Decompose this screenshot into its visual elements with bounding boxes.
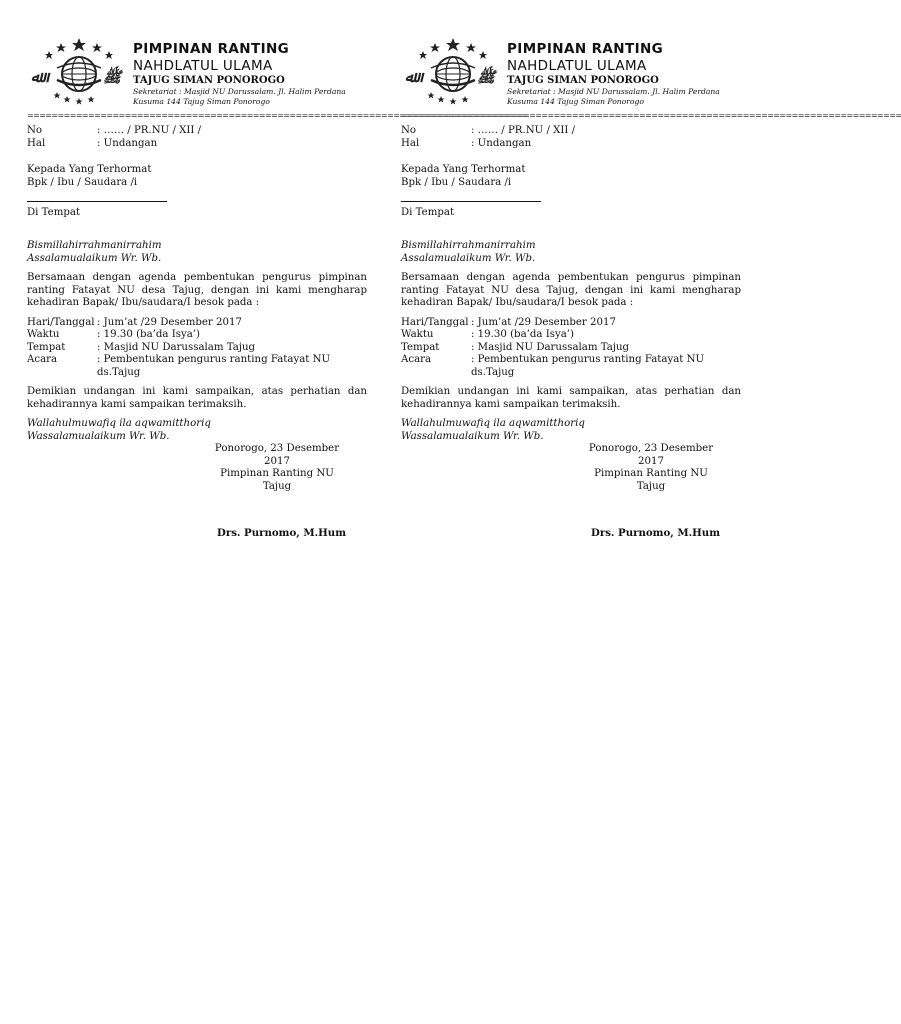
detail-value: : 19.30 (ba’da Isya’) [97,329,201,340]
recipient-line1: Kepada Yang Terhormat [27,164,152,175]
number-value: : …… / PR.NU / XII / [471,125,576,136]
detail-label: Tempat [27,341,66,353]
detail-label: Acara [401,354,432,365]
detail-label: Waktu [401,329,434,340]
signature-block [581,443,721,493]
detail-value: : Masjid NU Darussalam Tajug [471,341,630,353]
detail-label: Hari/Tanggal [401,316,469,328]
invitation-letter-right [401,36,901,540]
detail-label: Tempat [401,341,440,353]
detail-row [401,329,741,342]
closing-wallahul: Wallahulmuwafiq ila aqwamitthoriq [401,418,585,429]
subject-label: Hal [401,137,420,149]
number-label: No [401,125,417,136]
nu-logo [27,36,131,110]
detail-label: Hari/Tanggal [27,316,95,328]
org-branch: TAJUG SIMAN PONOROGO [507,75,659,86]
recipient-place: Di Tempat [401,206,455,218]
org-name-line1: PIMPINAN RANTING [133,41,290,57]
svg-text:ﷺ: ﷺ [103,68,122,86]
details-list [401,317,741,380]
org-branch: TAJUG SIMAN PONOROGO [133,75,285,86]
svg-text:ﷲ: ﷲ [405,68,414,86]
header-divider: ================================================================================== [27,111,528,120]
number-value: : …… / PR.NU / XII / [97,125,202,136]
body-paragraph: Bersamaan dengan agenda pembentukan pengurus pimpinan ranting Fatayat NU desa Tajug, dengan ini kami mengharap kehadiran Bapak/ Ibu/saudara/I besok pada : [27,272,367,308]
subject-value: : Undangan [97,137,158,149]
svg-text:ﷲ: ﷲ [31,68,40,86]
svg-text:ﷺ: ﷺ [477,68,496,86]
body-paragraph: Bersamaan dengan agenda pembentukan pengurus pimpinan ranting Fatayat NU desa Tajug, dengan ini kami mengharap kehadiran Bapak/ Ibu/saudara/I besok pada : [401,272,741,308]
bismillah: Bismillahirrahmanirrahim [401,240,536,251]
closing-salam: Wassalamualaikum Wr. Wb. [27,430,170,442]
detail-row [401,317,741,330]
signature-place-date: Ponorogo, 23 Desember 2017 [588,443,714,467]
header-divider: ================================================================================== [401,111,901,120]
detail-row [401,342,741,355]
detail-row [27,317,367,330]
invitation-letter-left [27,36,528,540]
detail-row [27,342,367,355]
opening-salam: Assalamualaikum Wr. Wb. [401,252,536,264]
recipient-name-blank [27,191,167,202]
closing-paragraph: Demikian undangan ini kami sampaikan, atas perhatian dan kehadirannya kami sampaikan terimaksih. [27,386,367,410]
closing-paragraph: Demikian undangan ini kami sampaikan, atas perhatian dan kehadirannya kami sampaikan terimaksih. [401,386,741,410]
detail-row [27,354,367,379]
detail-value: : Jum’at /29 Desember 2017 [471,316,616,328]
org-address: Sekretariat : Masjid NU Darussalam. Jl. Halim Perdana Kusuma 144 Tajug Siman Ponorogo [507,87,720,106]
signature-block [207,443,347,493]
organization-block [507,41,743,107]
detail-label: Waktu [27,329,60,340]
letterhead [27,36,367,110]
signer-name: Drs. Purnomo, M.Hum [591,527,720,539]
subject-label: Hal [27,137,46,149]
detail-row [27,329,367,342]
nu-logo [401,36,505,110]
letter-meta [401,125,741,150]
recipient-line1: Kepada Yang Terhormat [401,164,526,175]
details-list [27,317,367,380]
org-address: Sekretariat : Masjid NU Darussalam. Jl. Halim Perdana Kusuma 144 Tajug Siman Ponorogo [133,87,346,106]
detail-row [401,354,741,379]
recipient-line2: Bpk / Ibu / Saudara /i [401,176,512,188]
detail-label: Acara [27,354,58,365]
detail-value: : Jum’at /29 Desember 2017 [97,316,242,328]
bismillah: Bismillahirrahmanirrahim [27,240,162,251]
signature-place-date: Ponorogo, 23 Desember 2017 [214,443,340,467]
recipient-place: Di Tempat [27,206,81,218]
signer-name: Drs. Purnomo, M.Hum [217,527,346,539]
subject-value: : Undangan [471,137,532,149]
recipient-line2: Bpk / Ibu / Saudara /i [27,176,138,188]
org-name-line1: PIMPINAN RANTING [507,41,664,57]
detail-value: : Masjid NU Darussalam Tajug [97,341,256,353]
closing-wallahul: Wallahulmuwafiq ila aqwamitthoriq [27,418,211,429]
number-label: No [27,125,43,136]
signature-org: Pimpinan Ranting NU Tajug [220,468,334,492]
opening-salam: Assalamualaikum Wr. Wb. [27,252,162,264]
org-name-line2: NAHDLATUL ULAMA [133,58,273,74]
organization-block [133,41,369,107]
recipient-name-blank [401,191,541,202]
letterhead [401,36,741,110]
detail-value: : 19.30 (ba’da Isya’) [471,329,575,340]
detail-value: : Pembentukan pengurus ranting Fatayat NU ds.Tajug [97,354,331,378]
signature-org: Pimpinan Ranting NU Tajug [594,468,708,492]
letter-meta [27,125,367,150]
closing-salam: Wassalamualaikum Wr. Wb. [401,430,544,442]
detail-value: : Pembentukan pengurus ranting Fatayat NU ds.Tajug [471,354,705,378]
org-name-line2: NAHDLATUL ULAMA [507,58,647,74]
